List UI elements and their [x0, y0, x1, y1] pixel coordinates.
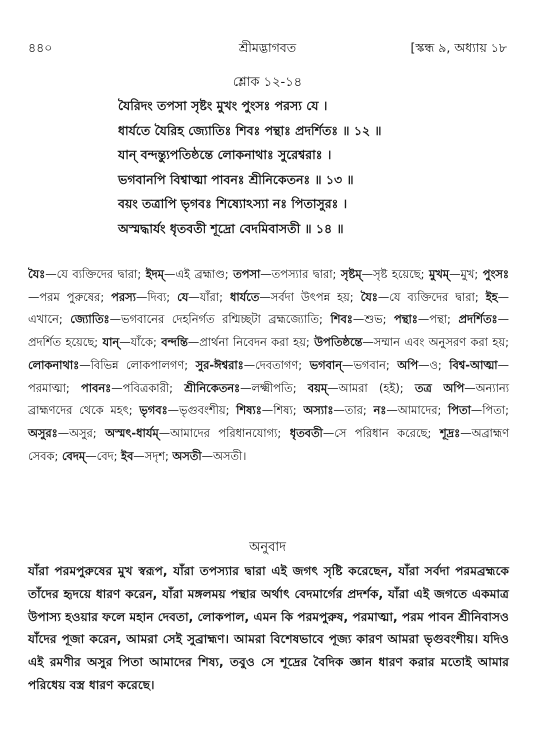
page-header	[28, 40, 507, 58]
synonym-meaning: সদৃশ	[144, 448, 165, 463]
synonym-meaning: পিতা	[482, 403, 506, 418]
synonym-word: পিতা	[448, 403, 471, 418]
translation-heading: অনুবাদ	[249, 540, 286, 555]
synonym-meaning: এই ব্রহ্মাণ্ড	[175, 267, 225, 281]
synonym-meaning: অব্রাহ্মণ সেবক	[28, 425, 510, 463]
synonym-word: বিশ্ব-আত্মা	[449, 357, 498, 372]
synonym-meaning: আমাদের পরিধানযোগ্য	[170, 425, 278, 440]
synonym-word: পরস্য	[111, 289, 136, 304]
synonym-meaning: সর্বদা উৎপন্ন হয়	[270, 289, 350, 304]
synonym-meaning: বেদ	[96, 448, 114, 463]
synonym-word: বেদম্	[61, 448, 86, 463]
verse-heading: শ্লোক ১২-১৪	[232, 75, 303, 90]
synonym-meaning: পরম পুরুষের	[39, 289, 101, 304]
synonym-meaning: আমরা (হই)	[338, 380, 400, 395]
synonym-word: পাবনঃ	[81, 380, 112, 395]
verse-line: যান্ বন্দন্ত্যুপতিষ্ঠন্তে লোকনাথাঃ সুরেশ্বরাঃ ।	[118, 147, 332, 163]
synonym-word: ভৃগবঃ	[139, 403, 168, 418]
synonym-word: যান্	[102, 335, 120, 350]
page-number: ৪৪০	[28, 40, 53, 55]
synonym-meaning: যাঁরা	[199, 289, 220, 304]
synonym-word: ইদম্	[145, 267, 164, 281]
synonym-word: অপি	[397, 357, 419, 372]
synonym-word: শিবঃ	[330, 312, 353, 327]
synonym-word: শূদ্রঃ	[439, 425, 461, 440]
synonym-meaning: যে ব্যক্তিদের দ্বারা	[56, 267, 138, 281]
synonym-meaning: প্রার্থনা নিবেদন করা হয়	[199, 335, 306, 350]
synonym-word: তত্র অপি	[414, 380, 465, 395]
synonym-meaning: দেবতাগণ	[255, 357, 299, 372]
synonym-word: যৈঃ	[28, 267, 46, 281]
synonym-word: শিষ্যঃ	[236, 403, 262, 418]
synonym-word: ইহ	[485, 289, 498, 304]
synonym-meaning: যাঁকে	[130, 335, 153, 350]
synonym-word: জ্যোতিঃ	[70, 312, 110, 327]
synonym-word: প্রদর্শিতঃ	[458, 312, 498, 327]
synonym-word: ভগবান্	[309, 357, 343, 372]
synonym-word: সুর-ঈশ্বরাঃ	[195, 357, 244, 372]
synonym-meaning: ও	[429, 357, 438, 372]
synonym-meaning: ভৃগুবংশীয়	[179, 403, 226, 418]
synonym-meaning: আমাদের	[397, 403, 438, 418]
synonym-word: ইব	[121, 448, 134, 463]
verse-line: অস্মদ্ধার্যং ধৃতবতী শূদ্রো বেদমিবাসতী ॥ ১৪ ॥	[118, 220, 344, 236]
synonym-word: তপসা	[233, 267, 261, 281]
synonym-word: বয়ম্	[307, 380, 328, 395]
synonym-word: অসুরঃ	[28, 425, 58, 440]
synonym-word: নঃ	[373, 403, 387, 418]
synonym-meaning: লক্ষ্মীপতি	[251, 380, 293, 395]
synonym-meaning: সে পরিধান করেছে	[334, 425, 428, 440]
verse-block	[118, 94, 508, 242]
synonym-word: বন্দন্তি	[161, 335, 188, 350]
synonym-meaning: পন্থা	[429, 312, 448, 327]
synonym-meaning: অসতী	[213, 448, 243, 463]
synonym-word: পুংসঃ	[482, 267, 509, 281]
synonym-word: লোকনাথাঃ	[28, 357, 80, 372]
synonym-word: মুখম্	[429, 267, 450, 281]
synonym-meaning: ভগবানের দেহনির্গত রশ্মিচ্ছটা ব্রহ্মজ্যোতি	[120, 312, 319, 327]
synonym-meaning: সম্মান এবং অনুসরণ করা হয়	[373, 335, 506, 350]
synonym-word: পন্থাঃ	[394, 312, 418, 327]
synonym-word: যৈঃ	[360, 289, 378, 304]
synonym-meaning: অসুর	[69, 425, 93, 440]
synonym-meaning: পরমাত্মা	[28, 380, 66, 395]
running-title: শ্রীমদ্ভাগবত	[238, 40, 297, 55]
verse-line: যৈরিদং তপসা সৃষ্টং মুখং পুংসঃ পরস্য যে ।	[118, 98, 328, 113]
synonym-word: শ্রীনিকেতনঃ	[184, 380, 241, 395]
synonym-meaning: যে ব্যক্তিদের দ্বারা	[389, 289, 475, 304]
word-for-word-synonyms: যৈঃ—যে ব্যক্তিদের দ্বারা; ইদম্—এই ব্রহ্মাণ্ড; তপসা—তপস্যার দ্বারা; সৃষ্টম্—সৃষ্ট হয়েছে; মুখম্—মুখ; পুংসঃ—পরম পুরুষের; পরস্য—দিব্য; যে—যাঁরা; ধার্যতে—সর্বদা উৎপন্ন হয়; যৈঃ—যে ব্যক্তিদের দ্বারা; ইহ—এখানে; জ্যোতিঃ—ভগবানের দেহনির্গত রশ্মিচ্ছটা ব্রহ্মজ্যোতি; শিবঃ—শুভ; পন্থাঃ—পন্থা; প্রদর্শিতঃ—প্রদর্শিত হয়েছে; যান্—যাঁকে; বন্দন্তি—প্রার্থনা নিবেদন করা হয়; উপতিষ্ঠন্তে—সম্মান এবং অনুসরণ করা হয়; লোকনাথাঃ—বিভিন্ন লোকপালগণ; সুর-ঈশ্বরাঃ—দেবতাগণ; ভগবান্—ভগবান; অপি—ও; বিশ্ব-আত্মা—পরমাত্মা; পাবনঃ—পবিত্রকারী; শ্রীনিকেতনঃ—লক্ষ্মীপতি; বয়ম্—আমরা (হই); তত্র অপি—অন্যান্য ব্রাহ্মণদের থেকে মহৎ; ভৃগবঃ—ভৃগুবংশীয়; শিষ্যঃ—শিষ্য; অস্যাঃ—তার; নঃ—আমাদের; পিতা—পিতা; অসুরঃ—অসুর; অস্মৎ-ধার্যম্—আমাদের পরিধানযোগ্য; ধৃতবতী—সে পরিধান করেছে; শূদ্রঃ—অব্রাহ্মণ সেবক; বেদম্—বেদ; ইব—সদৃশ; অসতী—অসতী।	[28, 267, 510, 463]
synonym-word: যে	[177, 289, 189, 304]
translation-text: যাঁরা পরমপুরুষের মুখ স্বরূপ, যাঁরা তপস্যার দ্বারা এই জগৎ সৃষ্টি করেছেন, যাঁরা সর্বদা পরমব্রহ্মকে তাঁদের হৃদয়ে ধারণ করেন, যাঁরা মঙ্গলময় পন্থার অর্থাৎ বেদমার্গের প্রদর্শক, যাঁরা এই জগতে একমাত্র উপাস্য হওয়ার ফলে মহান দেবতা, লোকপাল, এমন কি পরমপুরুষ, পরমাত্মা, পরম পাবন শ্রীনিবাসও যাঁদের পূজা করেন, আমরা সেই সুব্রাহ্মণ। আমরা বিশেষভাবে পূজ্য কারণ আমরা ভৃগুবংশীয়। যদিও এই রমণীর অসুর পিতা আমাদের শিষ্য, তবুও সে শূদ্রের বৈদিক জ্ঞান ধারণ করার মতোই আমার পরিধেয় বস্ত্র ধারণ করেছে।	[28, 564, 509, 692]
chapter-reference: [স্কন্ধ ৯, অধ্যায় ১৮	[410, 40, 507, 55]
synonym-word: সৃষ্টম্	[340, 267, 362, 281]
synonym-word: ধৃতবতী	[289, 425, 323, 440]
synonym-word: অস্যাঃ	[303, 403, 334, 418]
synonym-meaning: তপস্যার দ্বারা	[271, 267, 333, 281]
synonym-word: ধার্যতে	[229, 289, 260, 304]
synonym-meaning: শিষ্য	[273, 403, 293, 418]
synonym-meaning: ভগবান	[353, 357, 386, 372]
synonym-meaning: বিভিন্ন লোকপালগণ	[90, 357, 185, 372]
synonym-meaning: এখানে	[28, 312, 59, 327]
synonym-meaning: অন্যান্য ব্রাহ্মণদের থেকে মহৎ	[28, 380, 509, 418]
synonym-word: অস্মৎ-ধার্যম্	[105, 425, 159, 440]
verse-line: ভগবানপি বিশ্বাত্মা পাবনঃ শ্রীনিকেতনঃ ॥ ১৩ ॥	[118, 171, 354, 187]
synonym-meaning: পবিত্রকারী	[122, 380, 170, 395]
verse-line: বয়ং তত্রাপি ভৃগবঃ শিষ্যোঽস্যা নঃ পিতাসুরঃ ।	[118, 196, 348, 212]
synonym-meaning: তার	[344, 403, 363, 418]
synonym-meaning: প্রদর্শিত হয়েছে	[28, 335, 95, 350]
synonym-meaning: সৃষ্ট হয়েছে	[372, 267, 421, 281]
synonym-word: উপতিষ্ঠন্তে	[314, 335, 363, 350]
synonym-meaning: মুখ	[460, 267, 475, 281]
synonym-meaning: দিব্য	[147, 289, 167, 304]
synonym-word: অসতী	[172, 448, 202, 463]
synonym-meaning: শুভ	[364, 312, 383, 327]
verse-line: ধার্যতে যৈরিহ জ্যোতিঃ শিবঃ পন্থাঃ প্রদর্শিতঃ ॥ ১২ ॥	[118, 122, 382, 138]
